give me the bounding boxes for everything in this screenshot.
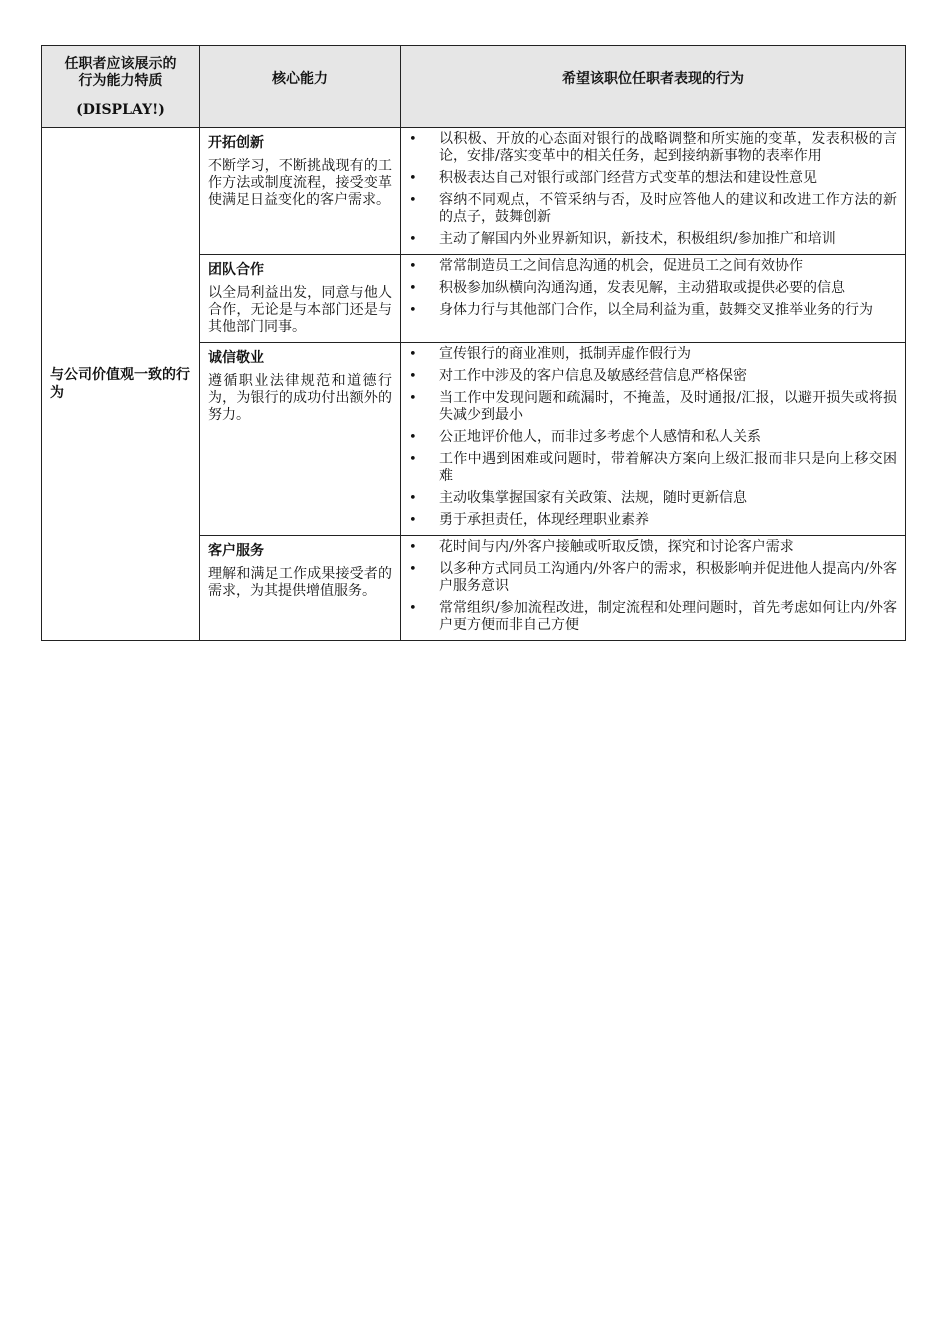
competency-title: 诚信敬业 (208, 350, 264, 366)
behaviors-cell (401, 536, 906, 641)
competency-title: 团队合作 (208, 262, 264, 278)
list-item: • 常常组织/参加流程改进，制定流程和处理问题时，首先考虑如何让内/外客户更方便而非自己方便 (401, 600, 897, 634)
list-item: • 宣传银行的商业准则，抵制弄虚作假行为 (401, 346, 897, 363)
behavior-list (401, 536, 905, 640)
competency-description: 以全局利益出发，同意与他人合作，无论是与本部门还是与其他部门同事。 (208, 285, 392, 335)
header-traits-line1: 任职者应该展示的 (64, 56, 177, 72)
list-item: • 身体力行与其他部门合作，以全局利益为重，鼓舞交叉推举业务的行为 (401, 302, 897, 319)
list-item: • 工作中遇到困难或问题时，带着解决方案向上级汇报而非只是向上移交困难 (401, 451, 897, 485)
behavior-list (401, 255, 905, 325)
competency-cell (200, 255, 401, 343)
list-item: • 当工作中发现问题和疏漏时，不掩盖，及时通报/汇报，以避开损失或将损失减少到最小 (401, 390, 897, 424)
list-item: • 公正地评价他人，而非过多考虑个人感情和私人关系 (401, 429, 897, 446)
list-item: • 积极表达自己对银行或部门经营方式变革的想法和建设性意见 (401, 170, 897, 187)
behaviors-cell (401, 128, 906, 255)
behaviors-cell (401, 343, 906, 536)
competency-description: 不断学习，不断挑战现有的工作方法或制度流程，接受变革使满足日益变化的客户需求。 (208, 158, 392, 208)
list-item: • 常常制造员工之间信息沟通的机会，促进员工之间有效协作 (401, 258, 897, 275)
header-traits-en: (DISPLAY!) (76, 102, 165, 118)
competency-cell (200, 128, 401, 255)
competency-cell (200, 343, 401, 536)
competency-document (41, 45, 905, 641)
competency-title: 开拓创新 (208, 135, 264, 151)
list-item: • 主动了解国内外业界新知识，新技术，积极组织/参加推广和培训 (401, 231, 897, 248)
list-item: • 勇于承担责任，体现经理职业素养 (401, 512, 897, 529)
category-cell: 与公司价值观一致的行为 (42, 128, 200, 641)
list-item: • 花时间与内/外客户接触或听取反馈，探究和讨论客户需求 (401, 539, 897, 556)
list-item: • 以多种方式同员工沟通内/外客户的需求，积极影响并促进他人提高内/外客户服务意识 (401, 561, 897, 595)
list-item: • 以积极、开放的心态面对银行的战略调整和所实施的变革，发表积极的言论，安排/落实变革中的相关任务，起到接纳新事物的表率作用 (401, 131, 897, 165)
header-traits-line2: 行为能力特质 (78, 73, 163, 89)
competency-description: 理解和满足工作成果接受者的需求，为其提供增值服务。 (208, 566, 392, 599)
competency-cell (200, 536, 401, 641)
competency-table (41, 45, 906, 641)
behavior-list (401, 128, 905, 254)
header-traits (42, 46, 200, 128)
list-item: • 容纳不同观点，不管采纳与否，及时应答他人的建议和改进工作方法的新的点子，鼓舞创新 (401, 192, 897, 226)
competency-description: 遵循职业法律规范和道德行为，为银行的成功付出额外的努力。 (208, 373, 392, 423)
list-item: • 对工作中涉及的客户信息及敏感经营信息严格保密 (401, 368, 897, 385)
behavior-list (401, 343, 905, 535)
table-row (42, 128, 906, 255)
header-expected-behaviors: 希望该职位任职者表现的行为 (401, 46, 906, 128)
table-header-row (42, 46, 906, 128)
competency-title: 客户服务 (208, 543, 264, 559)
behaviors-cell (401, 255, 906, 343)
list-item: • 积极参加纵横向沟通沟通，发表见解，主动猎取或提供必要的信息 (401, 280, 897, 297)
list-item: • 主动收集掌握国家有关政策、法规，随时更新信息 (401, 490, 897, 507)
header-core-competency: 核心能力 (200, 46, 401, 128)
